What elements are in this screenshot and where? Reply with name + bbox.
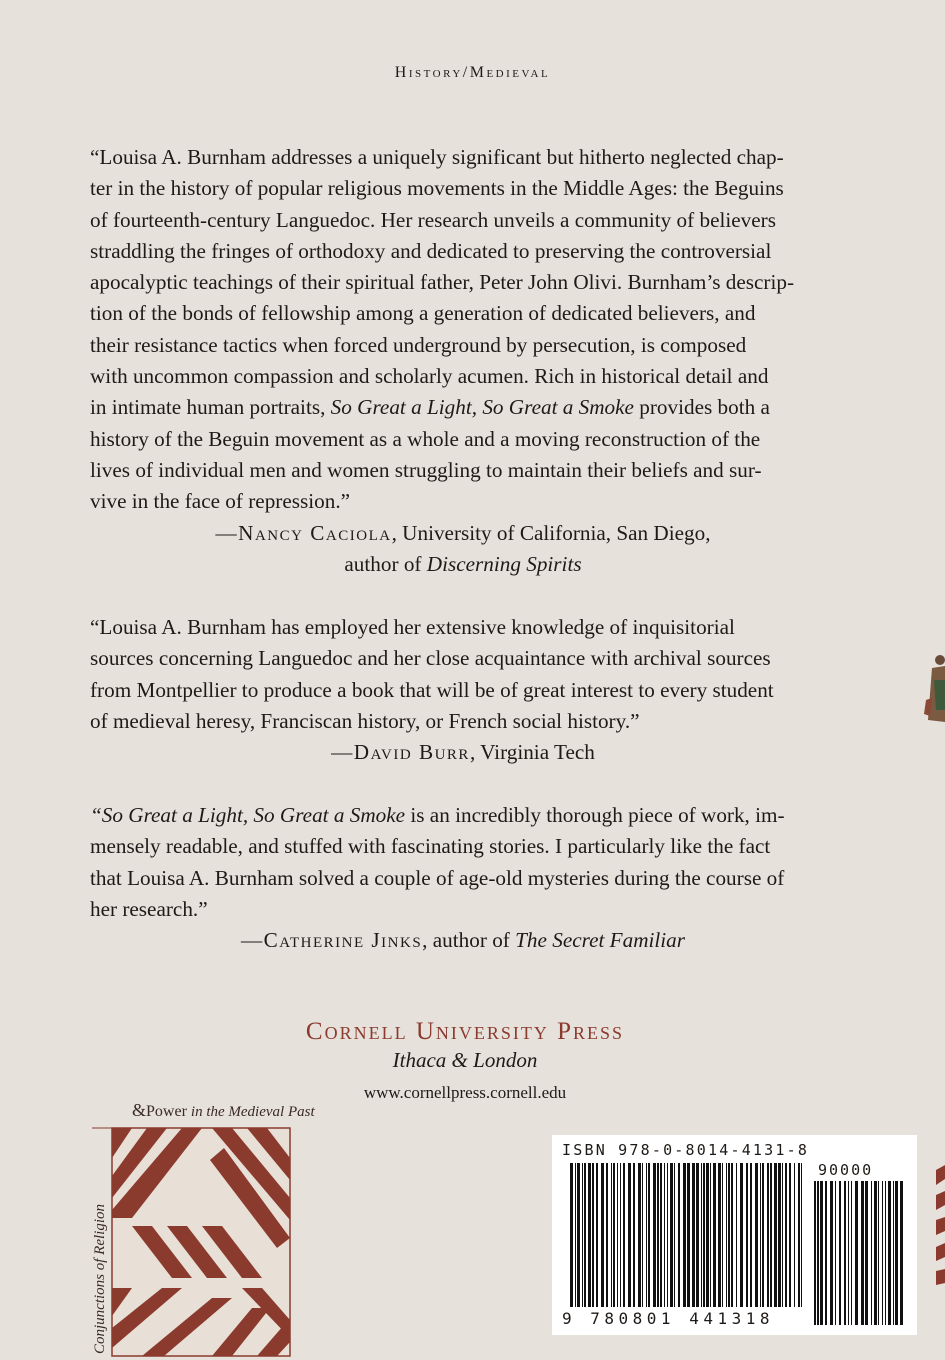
barcode-bar — [606, 1163, 608, 1307]
barcode-bar — [670, 1163, 673, 1307]
barcode-bar — [642, 1163, 643, 1307]
barcode-bar — [848, 1181, 849, 1325]
category-label: History/Medieval — [394, 64, 551, 81]
barcode-bar — [782, 1163, 783, 1307]
quote-text: is an incredibly thorough piece of work, im- — [405, 803, 785, 827]
barcode-bar — [718, 1163, 721, 1307]
quote-line: “Louisa A. Burnham addresses a uniquely significant but hitherto neglected chap- — [90, 145, 784, 169]
barcode-bars — [552, 1135, 917, 1335]
barcode-bar — [865, 1181, 868, 1325]
barcode-bar — [728, 1163, 730, 1307]
barcode-bar — [726, 1163, 727, 1307]
barcode-bar — [789, 1163, 791, 1307]
barcode-bar — [835, 1181, 836, 1325]
barcode-bar — [785, 1163, 787, 1307]
barcode-bar — [588, 1163, 591, 1307]
blurb-quote-burr — [90, 612, 812, 768]
barcode-bar — [814, 1181, 816, 1325]
ean-digits: 9 780801 441318 — [562, 1309, 774, 1328]
attribution — [90, 737, 812, 768]
attribution-line2 — [90, 549, 812, 580]
barcode-bar — [648, 1163, 650, 1307]
barcode-bar — [767, 1163, 769, 1307]
quote-line: vive in the face of repression.” — [90, 489, 351, 514]
quote-line: of medieval heresy, Franciscan history, or French social history.” — [90, 708, 640, 733]
attribution-book: The Secret Familiar — [515, 928, 686, 953]
barcode-bar — [851, 1181, 852, 1325]
barcode-bar — [592, 1163, 594, 1307]
barcode-bar — [683, 1163, 686, 1307]
spine-figure-illustration — [918, 640, 945, 740]
quote-line: straddling the fringes of orthodoxy and dedicated to preserving the controversial — [90, 238, 772, 263]
blurb-quote-caciola — [90, 142, 812, 580]
barcode-bar — [878, 1181, 879, 1325]
quote-line: from Montpellier to produce a book that will be of great interest to every student — [90, 677, 774, 702]
quote-line: apocalyptic teachings of their spiritual father, Peter John Olivi. Burnham’s descrip- — [90, 270, 795, 295]
spine-pattern-edge — [936, 1165, 945, 1285]
barcode-bar — [801, 1163, 802, 1307]
book-title: So Great a Light, So Great a Smoke — [330, 395, 634, 420]
barcode-bar — [885, 1181, 886, 1325]
attribution-name: —David Burr — [331, 740, 470, 765]
attribution — [90, 518, 812, 549]
barcode-bar — [575, 1163, 576, 1307]
barcode-bar — [874, 1181, 877, 1325]
barcode-bar — [844, 1181, 846, 1325]
barcode-bar — [710, 1163, 711, 1307]
barcode-bar — [674, 1163, 675, 1307]
quote-text: provides both a — [633, 395, 770, 420]
barcode-bar — [577, 1163, 580, 1307]
barcode-bar — [620, 1163, 621, 1307]
quote-text: in intimate human portraits, — [90, 395, 331, 420]
barcode-bar — [895, 1181, 898, 1325]
blurb-quote-jinks — [90, 800, 812, 956]
barcode-bar — [582, 1163, 583, 1307]
barcode-bar — [820, 1181, 823, 1325]
barcode-bar — [667, 1163, 668, 1307]
attribution-book: Discerning Spirits — [426, 551, 582, 576]
price-addon-number: 90000 — [818, 1161, 874, 1179]
barcode-bar — [798, 1163, 800, 1307]
barcode-bar — [893, 1181, 894, 1325]
barcode-bar — [701, 1163, 702, 1307]
barcode-bar — [770, 1163, 772, 1307]
attribution — [90, 925, 812, 956]
barcode-bar — [623, 1163, 625, 1307]
barcode-bar — [613, 1163, 615, 1307]
quote-line: “Louisa A. Burnham has employed her extensive knowledge of inquisitorial — [90, 615, 735, 639]
barcode-bar — [830, 1181, 833, 1325]
barcode-bar — [736, 1163, 737, 1307]
barcode-bar — [713, 1163, 716, 1307]
barcode-bar — [570, 1163, 573, 1307]
publisher-name: Cornell University Press — [305, 1018, 625, 1045]
quote-line: mensely readable, and stuffed with fascinating stories. I particularly like the fact — [90, 834, 771, 859]
logo-top-text: &Power in the Medieval Past — [132, 1100, 315, 1120]
quote-line: history of the Beguin movement as a whole and a moving reconstruction of the — [90, 426, 761, 451]
barcode-bar — [746, 1163, 748, 1307]
quote-line: their resistance tactics when forced underground by persecution, is composed — [90, 332, 747, 357]
barcode-bar — [740, 1163, 743, 1307]
barcode-bar — [900, 1181, 903, 1325]
barcode-bar — [817, 1181, 819, 1325]
quote-line: her research.” — [90, 896, 208, 921]
publisher-block — [0, 1018, 930, 1103]
quote-line — [90, 800, 812, 831]
attribution-name: —Nancy Caciola — [215, 520, 392, 545]
barcode-bar — [861, 1181, 864, 1325]
barcode-bar — [638, 1163, 641, 1307]
barcode-bar — [882, 1181, 883, 1325]
barcode-bar — [755, 1163, 758, 1307]
barcode-bar — [760, 1163, 761, 1307]
barcode-bar — [678, 1163, 680, 1307]
barcode-bar — [762, 1163, 764, 1307]
isbn-barcode — [552, 1135, 917, 1335]
barcode-bar — [660, 1163, 662, 1307]
barcode-bar — [601, 1163, 604, 1307]
barcode-bar — [825, 1181, 827, 1325]
barcode-bar — [596, 1163, 598, 1307]
barcode-bar — [664, 1163, 665, 1307]
isbn-number: ISBN 978-0-8014-4131-8 — [562, 1141, 810, 1159]
quote-line: with uncommon compassion and scholarly acumen. Rich in historical detail and — [90, 364, 769, 389]
barcode-bar — [653, 1163, 656, 1307]
quote-line: ter in the history of popular religious movements in the Middle Ages: the Beguins — [90, 176, 784, 201]
barcode-bar — [855, 1181, 858, 1325]
barcode-bar — [628, 1163, 631, 1307]
barcode-bar — [778, 1163, 781, 1307]
quote-line: that Louisa A. Burnham solved a couple of age-old mysteries during the course of — [90, 865, 785, 890]
attribution-affiliation: , University of California, San Diego, — [391, 520, 711, 545]
barcode-bar — [657, 1163, 659, 1307]
attribution-affiliation: , Virginia Tech — [469, 740, 595, 765]
attribution-name: —Catherine Jinks — [240, 928, 423, 953]
series-logo — [92, 1098, 315, 1358]
publisher-place: Ithaca & London — [392, 1048, 538, 1072]
barcode-bar — [703, 1163, 705, 1307]
book-title: “So Great a Light, So Great a Smoke — [90, 803, 406, 827]
attribution-affiliation: , author of — [422, 928, 516, 953]
quote-line — [90, 392, 812, 423]
barcode-bar — [871, 1181, 872, 1325]
barcode-bar — [888, 1181, 891, 1325]
barcode-bar — [706, 1163, 709, 1307]
barcode-bar — [794, 1163, 795, 1307]
barcode-bar — [750, 1163, 752, 1307]
barcode-bar — [633, 1163, 635, 1307]
publisher-url: www.cornellpress.cornell.edu — [363, 1083, 567, 1102]
quote-line: sources concerning Languedoc and her close acquaintance with archival sources — [90, 646, 771, 671]
barcode-bar — [839, 1181, 841, 1325]
barcode-bar — [617, 1163, 618, 1307]
quote-line: of fourteenth-century Languedoc. Her research unveils a community of believers — [90, 207, 776, 232]
barcode-bar — [774, 1163, 777, 1307]
barcode-bar — [731, 1163, 733, 1307]
barcode-bar — [692, 1163, 695, 1307]
barcode-bar — [722, 1163, 723, 1307]
barcode-bar — [584, 1163, 586, 1307]
barcode-bar — [696, 1163, 699, 1307]
logo-vertical-text: Conjunctions of Religion — [92, 1204, 108, 1354]
quote-line: lives of individual men and women struggling to maintain their beliefs and sur- — [90, 457, 762, 482]
quote-line: tion of the bonds of fellowship among a generation of dedicated believers, and — [90, 301, 756, 326]
barcode-bar — [687, 1163, 690, 1307]
barcode-bar — [611, 1163, 612, 1307]
attribution-text: author of — [344, 551, 427, 576]
barcode-bar — [646, 1163, 647, 1307]
